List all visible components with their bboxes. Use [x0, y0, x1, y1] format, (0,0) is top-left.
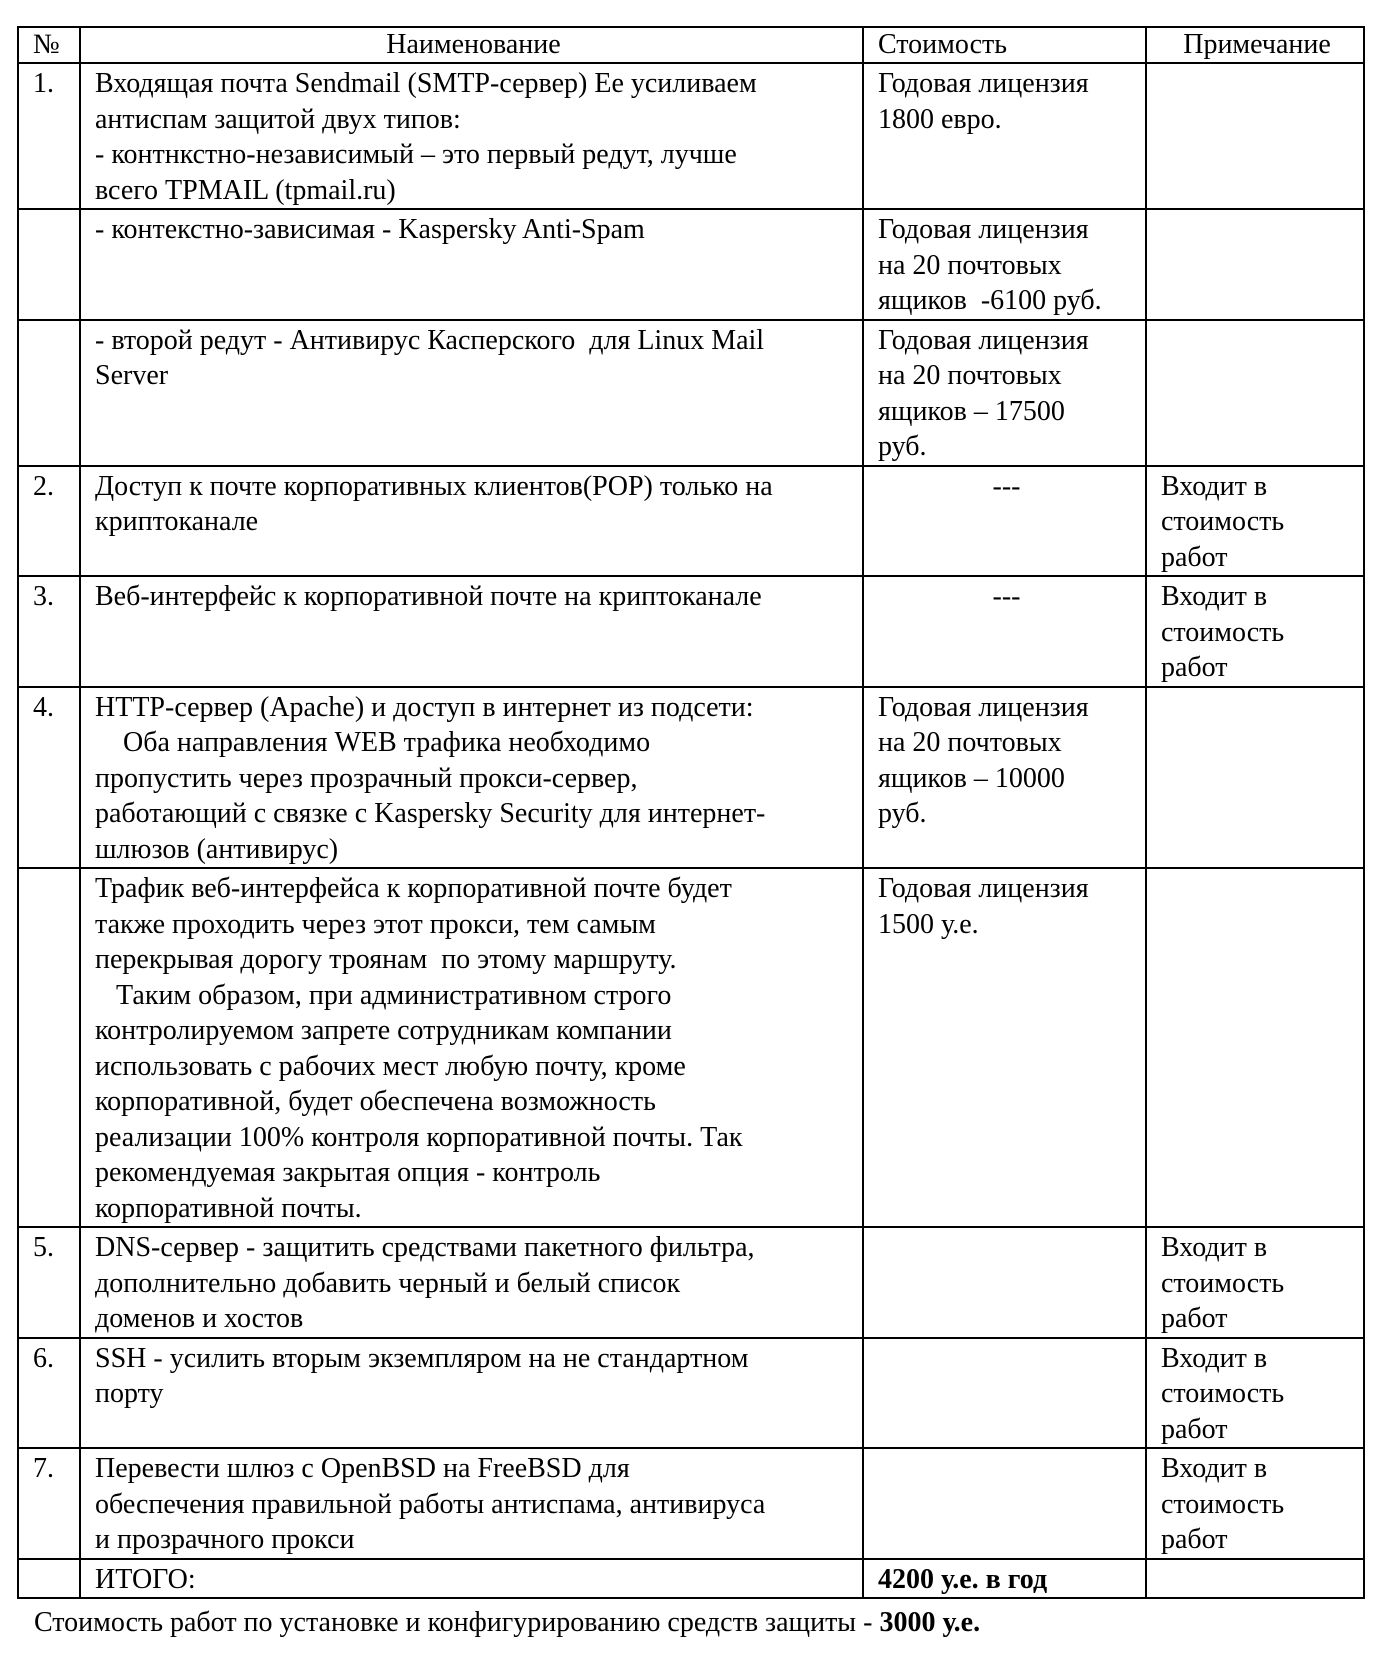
row-number	[18, 868, 80, 1227]
cost-table	[17, 26, 1365, 1599]
row-number: 3.	[18, 576, 80, 687]
row-number: 7.	[18, 1448, 80, 1559]
footer-text: Стоимость работ по установке и конфигурированию средств защиты -	[34, 1607, 880, 1638]
row-note	[1146, 209, 1364, 320]
row-cost	[863, 1227, 1146, 1338]
row-cost: ---	[863, 466, 1146, 577]
total-row	[18, 1559, 1364, 1599]
table-row	[18, 63, 1364, 209]
row-cost: Годовая лицензия на 20 почтовых ящиков – 10000 руб.	[863, 687, 1146, 869]
table-row	[18, 1448, 1364, 1559]
table-row	[18, 466, 1364, 577]
row-cost: Годовая лицензия 1800 евро.	[863, 63, 1146, 209]
row-number: 6.	[18, 1338, 80, 1449]
row-note: Входит в стоимость работ	[1146, 466, 1364, 577]
total-label: ИТОГО:	[80, 1559, 863, 1599]
footer-note	[34, 1605, 980, 1641]
header-number: №	[18, 27, 80, 63]
row-name: HTTP-сервер (Apache) и доступ в интернет из подсети: Оба направления WEB трафика необходимо пропустить через прозрачный прокси-сервер, работающий с связке с Kaspersky Security для интернет- шлюзов (антивирус)	[80, 687, 863, 869]
row-note: Входит в стоимость работ	[1146, 1338, 1364, 1449]
row-name: Входящая почта Sendmail (SMTP-сервер) Ее усиливаем антиспам защитой двух типов: - контнкстно-независимый – это первый редут, лучше всего TPMAIL (tpmail.ru)	[80, 63, 863, 209]
table-row	[18, 1338, 1364, 1449]
row-number: 1.	[18, 63, 80, 209]
row-cost: Годовая лицензия 1500 у.е.	[863, 868, 1146, 1227]
table-row	[18, 868, 1364, 1227]
row-note: Входит в стоимость работ	[1146, 576, 1364, 687]
total-note	[1146, 1559, 1364, 1599]
row-cost: Годовая лицензия на 20 почтовых ящиков – 17500 руб.	[863, 320, 1146, 466]
table-row	[18, 576, 1364, 687]
total-value: 4200 у.е. в год	[863, 1559, 1146, 1599]
row-number	[18, 320, 80, 466]
header-cost: Стоимость	[863, 27, 1146, 63]
row-cost	[863, 1338, 1146, 1449]
row-name: Доступ к почте корпоративных клиентов(POP) только на криптоканале	[80, 466, 863, 577]
table-row	[18, 687, 1364, 869]
row-name: - контекстно-зависимая - Kaspersky Anti-Spam	[80, 209, 863, 320]
header-name: Наименование	[80, 27, 863, 63]
row-note: Входит в стоимость работ	[1146, 1448, 1364, 1559]
row-note	[1146, 687, 1364, 869]
table-row	[18, 209, 1364, 320]
row-note: Входит в стоимость работ	[1146, 1227, 1364, 1338]
row-name: SSH - усилить вторым экземпляром на не стандартном порту	[80, 1338, 863, 1449]
header-note: Примечание	[1146, 27, 1364, 63]
row-number: 4.	[18, 687, 80, 869]
table-row	[18, 320, 1364, 466]
row-cost: Годовая лицензия на 20 почтовых ящиков -6100 руб.	[863, 209, 1146, 320]
total-number	[18, 1559, 80, 1599]
row-note	[1146, 63, 1364, 209]
row-name: Трафик веб-интерфейса к корпоративной почте будет также проходить через этот прокси, тем самым перекрывая дорогу троянам по этому маршруту. Таким образом, при административном строго контролируемом запрете сотрудникам компании использовать с рабочих мест любую почту, кроме корпоративной, будет обеспечена возможность реализации 100% контроля корпоративной почты. Так рекомендуемая закрытая опция - контроль корпоративной почты.	[80, 868, 863, 1227]
row-cost	[863, 1448, 1146, 1559]
footer-value: 3000 у.е.	[879, 1607, 981, 1638]
row-name: Веб-интерфейс к корпоративной почте на криптоканале	[80, 576, 863, 687]
row-name: - второй редут - Антивирус Касперского для Linux Mail Server	[80, 320, 863, 466]
row-number: 5.	[18, 1227, 80, 1338]
row-name: Перевести шлюз с OpenBSD на FreeBSD для обеспечения правильной работы антиспама, антивируса и прозрачного прокси	[80, 1448, 863, 1559]
table-header-row	[18, 27, 1364, 63]
row-number: 2.	[18, 466, 80, 577]
row-name: DNS-сервер - защитить средствами пакетного фильтра, дополнительно добавить черный и белый список доменов и хостов	[80, 1227, 863, 1338]
row-cost: ---	[863, 576, 1146, 687]
row-note	[1146, 868, 1364, 1227]
row-number	[18, 209, 80, 320]
table-row	[18, 1227, 1364, 1338]
row-note	[1146, 320, 1364, 466]
